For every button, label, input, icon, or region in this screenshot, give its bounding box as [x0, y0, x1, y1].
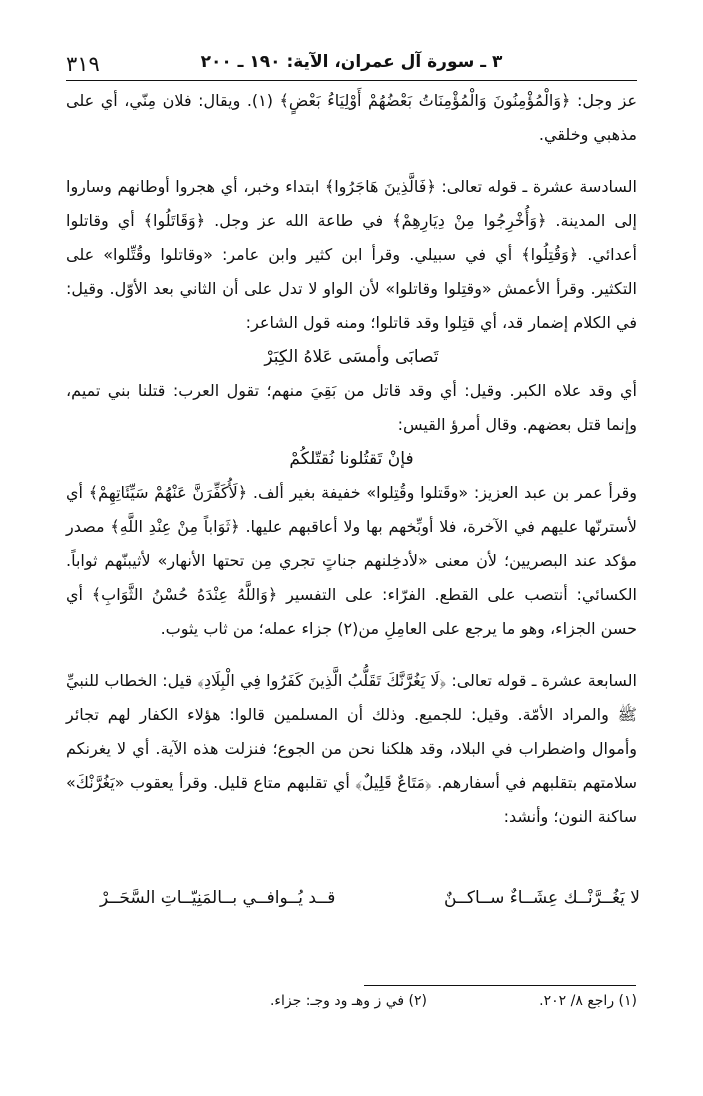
paragraph-1: عز وجل: ﴿وَالْمُؤْمِنُونَ وَالْمُؤْمِنَاتُ بَعْضُهُمْ أَوْلِيَاءُ بَعْضٍ﴾ (١). ويقال: فلان مِنّي، أي على مذهبي وخلقي. [66, 91, 637, 144]
verse-hemistich-1: لا يَغُــرَّنْــك عِشَــاءٌ ســاكــنٌ [443, 888, 640, 908]
closing-verse [100, 888, 640, 922]
spacer [66, 646, 637, 664]
paragraph-3: أي وقد علاه الكبر. وقيل: أي وقد قاتل من بَقِيَ منهم؛ تقول العرب: قتلنا بني تميم، وإنما قتل بعضهم. وقال أمرؤ القيس: [66, 381, 637, 434]
running-title: ٣ ـ سورة آل عمران، الآية: ١٩٠ ـ ٢٠٠ [200, 52, 503, 72]
page-number: ٣١٩ [66, 52, 100, 76]
footnote-2: (٢) في ز وهـ ود وجـ: جزاء. [269, 993, 427, 1009]
paragraph-5: السابعة عشرة ـ قوله تعالى: ﴿لَا يَغُرَّنَّكَ تَقَلُّبُ الَّذِينَ كَفَرُوا فِي الْبِلَادِ﴾ قيل: الخطاب للنبيِّ ﷺ والمراد الأمّة. وقيل: للجميع. وذلك أن المسلمين قالوا: هؤلاء الكفار لهم تجائر وأموال واضطراب في البلاد، وقد هلكنا نحن من الجوع؛ فنزلت هذه الآية. أي لا يغرنكم سلامتهم بتقلبهم في أسفارهم. ﴿مَتَاعٌ قَلِيلٌ﴾ أي تقلبهم متاع قليل. وقرأ يعقوب «يَغُرَّنْكَ» ساكنة النون؛ وأنشد: [66, 671, 637, 826]
footnotes [66, 993, 637, 1021]
footnote-rule [364, 985, 636, 986]
header-rule [66, 80, 637, 81]
verse-1: تَصابَى وأمسَى عَلاهُ الكِبَرْ [264, 347, 439, 367]
verse-hemistich-2: قــد يُــوافــي بــالمَنِيّــاتِ السَّحَــرْ [100, 888, 336, 908]
paragraph-4: وقرأ عمر بن عبد العزيز: «وقَتلوا وقُتِلوا» خفيفة بغير ألف. ﴿لَأُكَفِّرَنَّ عَنْهُمْ سَيِّئَاتِهِمْ﴾ أي لأسترنّها عليهم في الآخرة، فلا أوبِّخهم بها ولا أعاقبهم عليها. ﴿ثَوَاباً مِنْ عِنْدِ اللَّهِ﴾ مصدر مؤكد عند البصريين؛ لأن معنى «لأدخِلنهم جناتٍ تجري مِن تحتها الأنهار» لأثيبنّهم ثواباً. الكسائي: أنتصب على القطع. الفرّاء: على التفسير ﴿وَاللَّهُ عِنْدَهُ حُسْنُ الثَّوَابِ﴾ أي حسن الجزاء، وهو ما يرجع على العامِلِ من(٢) جزاء عمله؛ من ثاب يثوب. [66, 483, 637, 638]
paragraph-2: السادسة عشرة ـ قوله تعالى: ﴿فَالَّذِينَ هَاجَرُوا﴾ ابتداء وخبر، أي هجروا أوطانهم وساروا إلى المدينة. ﴿وَأُخْرِجُوا مِنْ دِيَارِهِمْ﴾ في طاعة الله عز وجل. ﴿وَقَاتَلُوا﴾ أي وقاتلوا أعدائي. ﴿وَقُتِلُوا﴾ أي في سبيلي. وقرأ ابن كثير وابن عامر: «وقاتلوا وقُتِّلوا» على التكثير. وقرأ الأعمش «وقتِلوا وقاتلوا» لأن الواو لا تدل على أن الثاني بعد الأوّل. وقيل: في الكلام إضمار قد، أي قتِلوا وقد قاتلوا؛ ومنه قول الشاعر: [66, 177, 637, 332]
verse-2: فإنْ تَقتُلونا نُقتّلكُمْ [289, 449, 414, 469]
page-header [66, 52, 637, 80]
body-text [66, 84, 637, 834]
spacer [66, 152, 637, 170]
footnote-1: (١) راجع ٨/ ٢٠٢. [539, 993, 637, 1009]
